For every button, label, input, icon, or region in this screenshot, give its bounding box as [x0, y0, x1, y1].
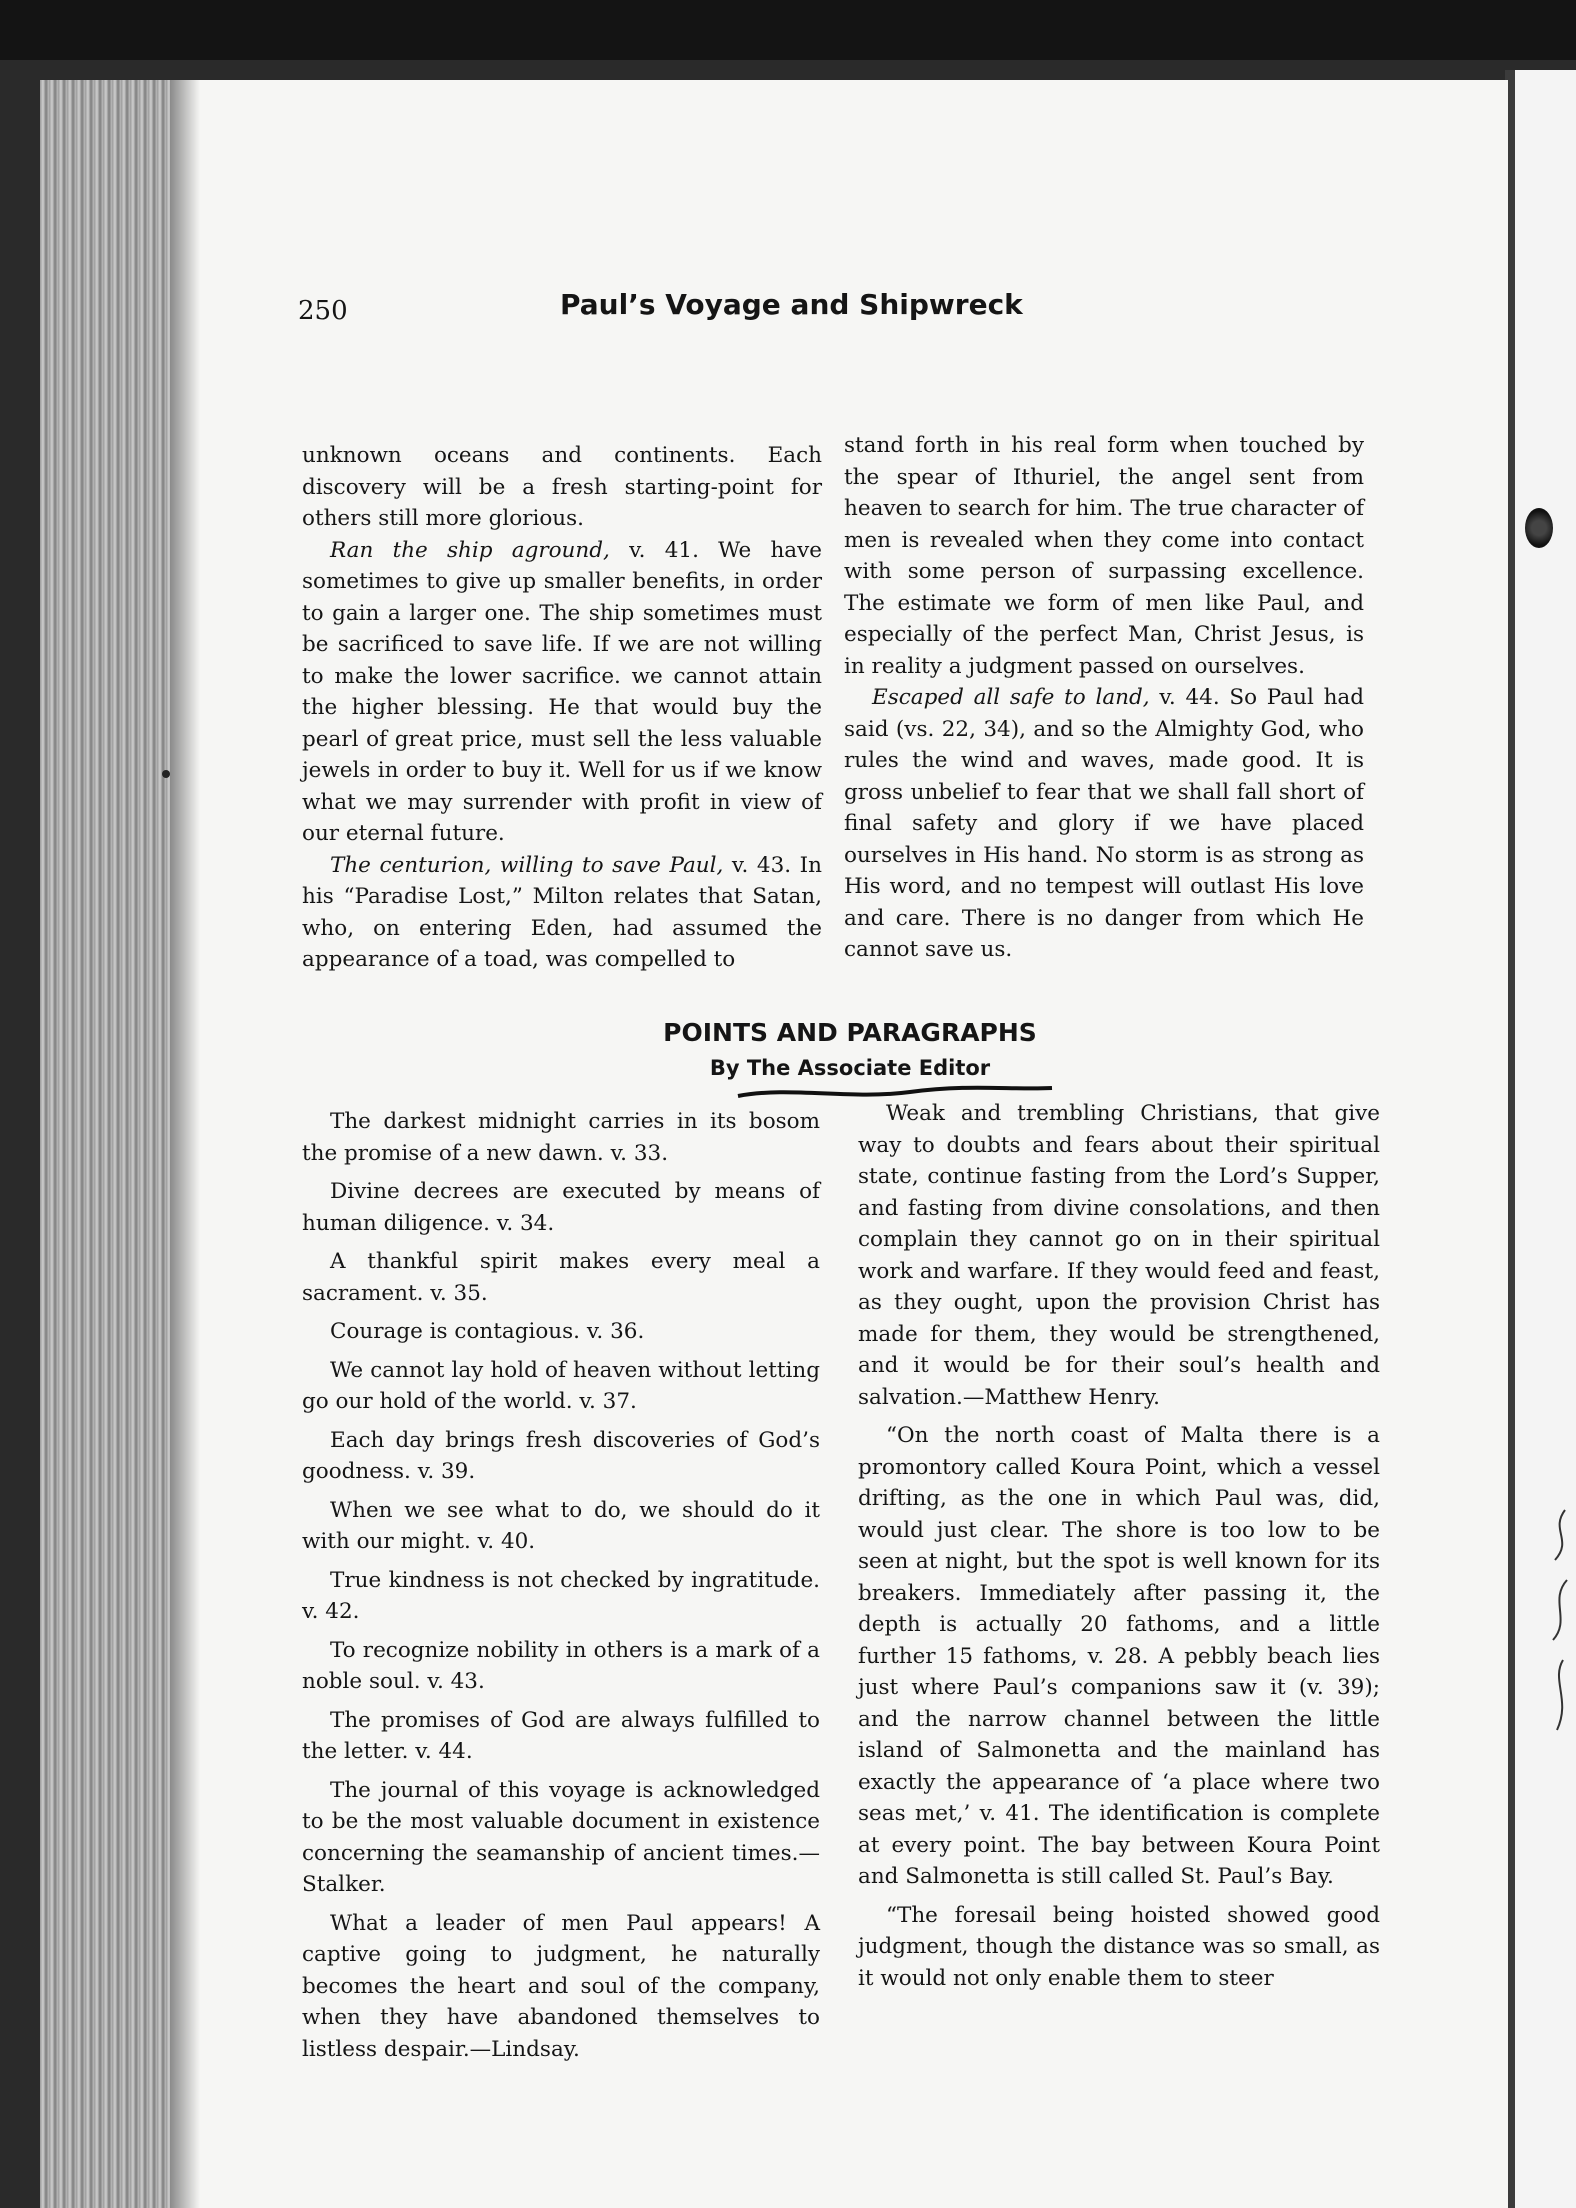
column-top-right — [844, 430, 1364, 966]
list-item: Courage is contagious. v. 36. — [330, 1319, 645, 1344]
list-item: The promises of God are always fulfilled to the letter. v. 44. — [302, 1707, 820, 1764]
section-title: POINTS AND PARAGRAPHS — [663, 1018, 1037, 1047]
paragraph: Escaped all safe to land, v. 44. So Paul had said (vs. 22, 34), and so the Almighty God, who rules the wind and waves, made good. It is gross unbelief to fear that we shall fall short of final safety and glory if we have placed ourselves in His hand. No storm is as strong as His word, and no tempest will outlast His love and care. There is no danger from which He cannot save us. — [844, 685, 1365, 962]
paragraph: Weak and trembling Christians, that give way to doubts and fears about their spiritual state, continue fasting from the Lord’s Supper, and fasting from divine consolations, and then complain they cannot go on in their spiritual work and warfare. If they would feed and feast, as they ought, upon the provision Christ has made for them, they would be strengthened, and it would be for their soul’s health and salvation.—Matthew Henry. — [858, 1101, 1380, 1410]
running-head: Paul’s Voyage and Shipwreck — [560, 288, 1023, 321]
paragraph: unknown oceans and continents. Each discovery will be a fresh starting-point for others still more glorious. — [302, 443, 822, 531]
list-item: Divine decrees are executed by means of human diligence. v. 34. — [302, 1179, 820, 1236]
byline: By The Associate Editor — [709, 1056, 991, 1080]
book-page-edges — [40, 80, 190, 2208]
column-bottom-right — [858, 1098, 1380, 2001]
page-number: 250 — [298, 296, 348, 326]
list-item: The journal of this voyage is acknowledged to be the most valuable document in existence concerning the seamanship of ancient times.—Stalker. — [302, 1777, 820, 1897]
list-item: True kindness is not checked by ingratitude. v. 42. — [302, 1567, 820, 1624]
book-page — [170, 80, 1508, 2208]
scanner-frame-top — [0, 0, 1576, 60]
paragraph: “The foresail being hoisted showed good judgment, though the distance was so small, as it would not only enable them to steer — [858, 1902, 1380, 1991]
list-item: A thankful spirit makes every meal a sacrament. v. 35. — [302, 1249, 820, 1306]
verse-reference: Escaped all safe to land, — [872, 685, 1150, 710]
list-item: The darkest midnight carries in its bosom the promise of a new dawn. v. 33. — [302, 1109, 820, 1166]
list-item: When we see what to do, we should do it with our might. v. 40. — [302, 1497, 820, 1554]
verse-reference: The centurion, willing to save Paul, — [330, 852, 724, 878]
list-item: We cannot lay hold of heaven without letting go our hold of the world. v. 37. — [302, 1357, 820, 1414]
margin-dot — [162, 770, 170, 778]
paragraph: stand forth in his real form when touched by the spear of Ithuriel, the angel sent from heaven to search for him. The true character of men is revealed when they come into contact with some person of surpassing excellence. The estimate we form of men like Paul, and especially of the perfect Man, Christ Jesus, is in reality a judgment passed on ourselves. — [844, 433, 1364, 679]
column-top-left — [302, 440, 822, 976]
binder-hole-icon — [1525, 508, 1553, 548]
column-bottom-left — [302, 1106, 820, 2072]
paragraph: The centurion, willing to save Paul, v. 43. In his “Paradise Lost,” Milton relates that Satan, who, on entering Eden, had assumed the appearance of a toad, was compelled to — [302, 852, 822, 972]
paragraph: “On the north coast of Malta there is a promontory called Koura Point, which a vessel drifting, as the one in which Paul was, did, would just clear. The shore is too low to be seen at night, but the spot is well known for its breakers. Immediately after passing it, the depth is actually 20 fathoms, and a little further 15 fathoms, v. 28. A pebbly beach lies just where Paul’s companions saw it (v. 39); and the narrow channel between the little island of Salmonetta and the mainland has exactly the appearance of ‘a place where two seas met,’ v. 41. The identification is complete at every point. The bay between Koura Point and Salmonetta is still called St. Paul’s Bay. — [858, 1423, 1380, 1889]
facing-page-edge — [1515, 70, 1576, 2208]
verse-reference: Ran the ship aground, — [330, 537, 610, 563]
list-item: Each day brings fresh discoveries of God’s goodness. v. 39. — [302, 1427, 820, 1484]
list-item: To recognize nobility in others is a mark of a noble soul. v. 43. — [302, 1637, 820, 1694]
pencil-scribble-mark — [1545, 1500, 1575, 1740]
list-item: What a leader of men Paul appears! A captive going to judgment, he naturally becomes the heart and soul of the company, when they have abandoned themselves to listless despair.—Lindsay. — [302, 1910, 820, 2062]
page-gutter-shadow — [170, 80, 200, 2208]
paragraph: Ran the ship aground, v. 41. We have sometimes to give up smaller benefits, in order to gain a larger one. The ship sometimes must be sacrificed to save life. If we are not willing to make the lower sacrifice. we cannot attain the higher blessing. He that would buy the pearl of great price, must sell the less valuable jewels in order to buy it. Well for us if we know what we may surrender with profit in view of our eternal future. — [302, 537, 822, 846]
